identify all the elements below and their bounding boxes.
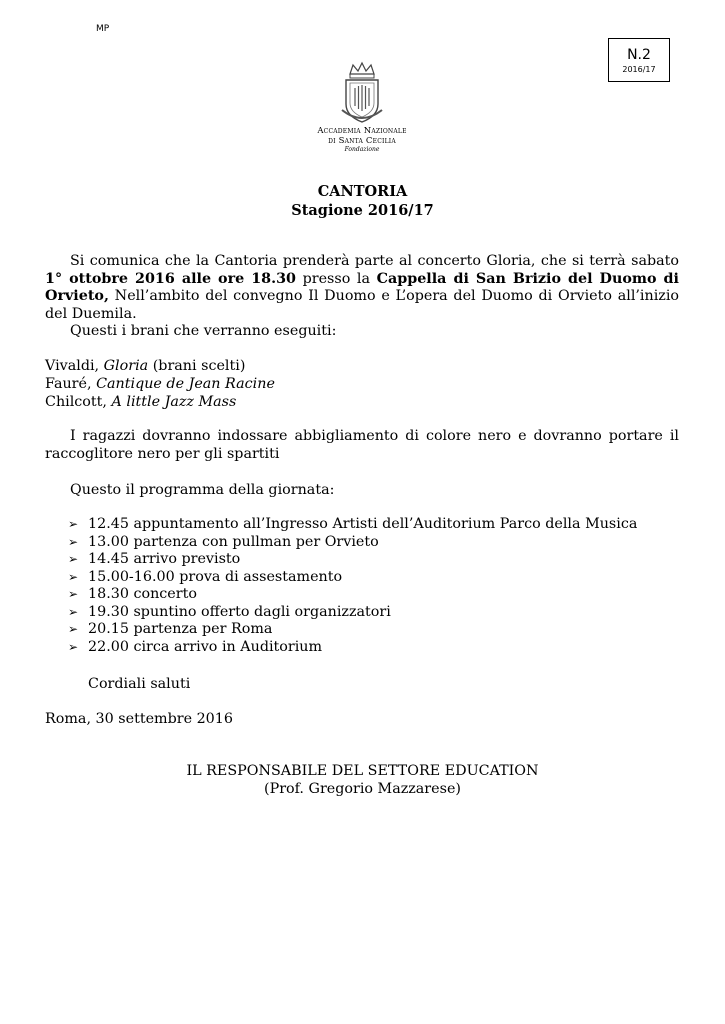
program-item: ➢ 13.00 partenza con pullman per Orvieto xyxy=(68,533,379,550)
academy-logo xyxy=(312,60,412,154)
initials: MP xyxy=(96,24,110,34)
pieces-intro: Questi i brani che verranno eseguiti: xyxy=(70,323,337,339)
program-list xyxy=(68,516,637,656)
place-and-date: Roma, 30 settembre 2016 xyxy=(45,711,233,727)
piece-item: Chilcott, A little Jazz Mass xyxy=(45,394,237,410)
arrow-bullet-icon: ➢ xyxy=(68,622,79,636)
season-code: 2016/17 xyxy=(622,65,656,74)
intro-paragraph: Si comunica che la Cantoria prenderà parte al concerto Gloria, che si terrà sabato 1° ottobre 2016 alle ore 18.30 presso la Cappella di San Brizio del Duomo di Orvieto, Nell’ambito del convegno Il Duomo e L’opera del Duomo di Orvieto all’inizio del Duemila. xyxy=(45,253,679,322)
program-item: ➢ 15.00-16.00 prova di assestamento xyxy=(68,568,343,585)
logo-line-1: Accademia Nazionale xyxy=(317,126,407,136)
piece-item: Fauré, Cantique de Jean Racine xyxy=(45,376,275,392)
crest-icon xyxy=(337,60,387,126)
document-number: N.2 xyxy=(627,47,651,63)
arrow-bullet-icon: ➢ xyxy=(68,534,79,549)
signature-name: (Prof. Gregorio Mazzarese) xyxy=(264,781,461,797)
closing-greeting: Cordiali saluti xyxy=(88,676,191,692)
program-item: ➢ 12.45 appuntamento all’Ingresso Artisti dell’Auditorium Parco della Musica xyxy=(68,516,638,532)
arrow-bullet-icon: ➢ xyxy=(68,639,79,654)
concert-venue: Cappella di San Brizio del Duomo di Orvieto, xyxy=(45,270,679,304)
program-item: ➢ 14.45 arrivo previsto xyxy=(68,551,241,567)
arrow-bullet-icon: ➢ xyxy=(68,587,79,601)
signature-role: IL RESPONSABILE DEL SETTORE EDUCATION xyxy=(186,763,539,779)
document-subtitle: Stagione 2016/17 xyxy=(291,202,434,219)
dress-code-paragraph: I ragazzi dovranno indossare abbigliamento di colore nero e dovranno portare il raccoglitore nero per gli spartiti xyxy=(45,428,679,462)
program-item: ➢ 19.30 spuntino offerto dagli organizzatori xyxy=(68,603,391,620)
logo-line-3: Fondazione xyxy=(344,146,380,153)
concert-date: 1° ottobre 2016 alle ore 18.30 xyxy=(45,270,297,287)
arrow-bullet-icon: ➢ xyxy=(68,604,79,619)
logo-line-2: di Santa Cecilia xyxy=(328,136,396,146)
program-intro: Questo il programma della giornata: xyxy=(70,482,335,498)
program-item: ➢ 22.00 circa arrivo in Auditorium xyxy=(68,638,323,655)
arrow-bullet-icon: ➢ xyxy=(68,552,79,566)
program-item: ➢ 20.15 partenza per Roma xyxy=(68,621,273,637)
piece-item: Vivaldi, Gloria (brani scelti) xyxy=(45,358,246,374)
arrow-bullet-icon: ➢ xyxy=(68,569,79,584)
program-item: ➢ 18.30 concerto xyxy=(68,586,197,602)
arrow-bullet-icon: ➢ xyxy=(68,517,79,531)
document-title: CANTORIA xyxy=(317,183,408,200)
document-number-box xyxy=(608,38,670,82)
